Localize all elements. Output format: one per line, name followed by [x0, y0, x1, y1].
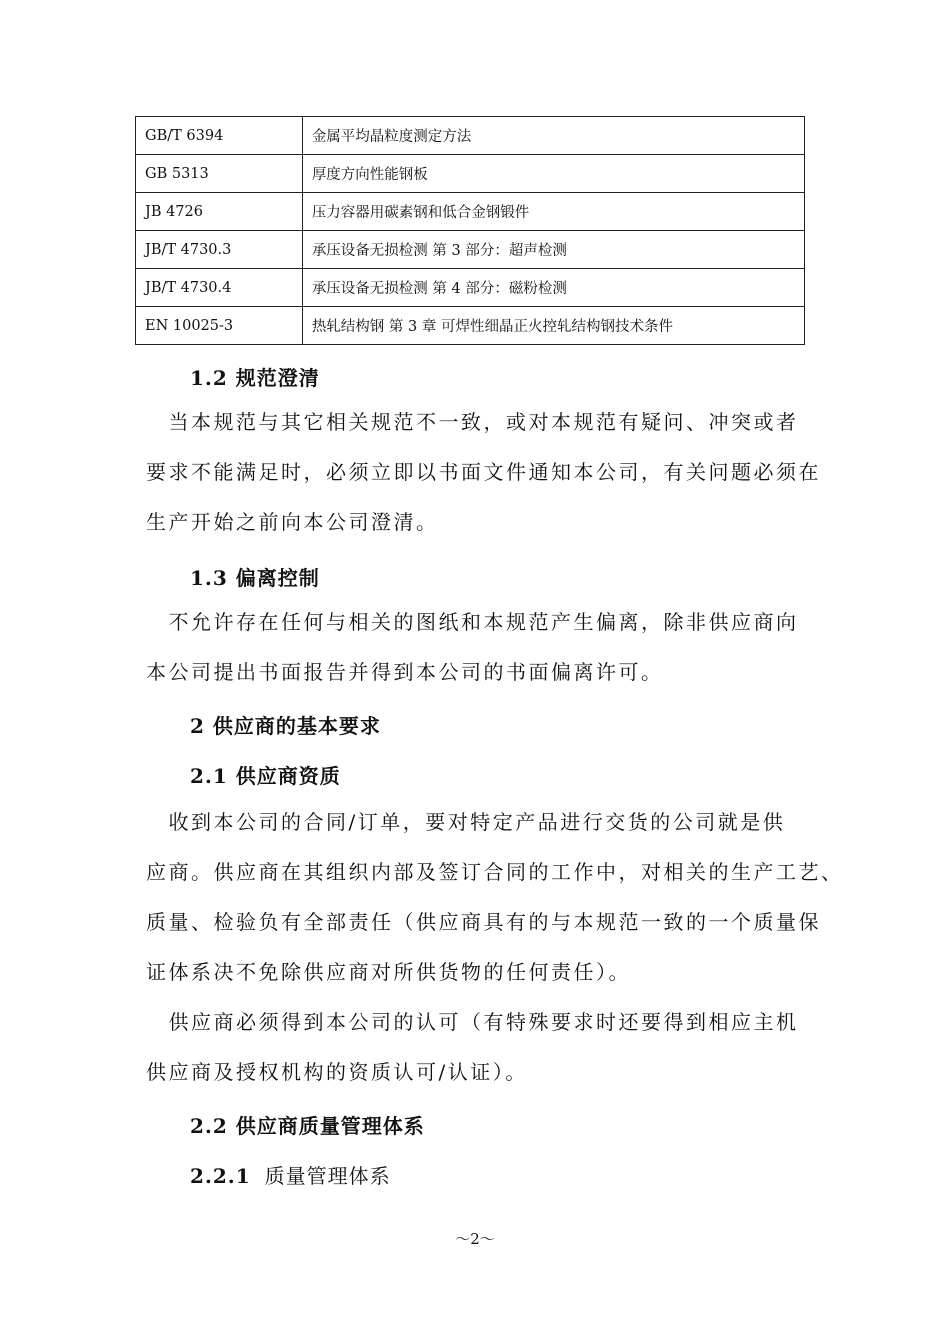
standard-name-cell: 承压设备无损检测 第 3 部分：超声检测	[302, 231, 804, 269]
paragraph-line: 当本规范与其它相关规范不一致，或对本规范有疑问、冲突或者	[146, 410, 799, 434]
standards-table	[135, 116, 805, 345]
section-1-2-heading: 1.2 规范澄清	[190, 366, 320, 390]
section-2-1-heading: 2.1 供应商资质	[190, 764, 341, 788]
standard-code-cell: EN 10025-3	[136, 307, 303, 345]
section-2-2-heading: 2.2 供应商质量管理体系	[190, 1114, 425, 1138]
paragraph-line: 要求不能满足时，必须立即以书面文件通知本公司，有关问题必须在	[146, 460, 821, 484]
standard-name-cell: 压力容器用碳素钢和低合金钢锻件	[302, 193, 804, 231]
standard-name-cell: 承压设备无损检测 第 4 部分：磁粉检测	[302, 269, 804, 307]
section-2-2-1-heading	[190, 1160, 391, 1189]
paragraph-line: 生产开始之前向本公司澄清。	[146, 510, 439, 534]
table-row	[136, 155, 805, 193]
paragraph-line: 收到本公司的合同/订单，要对特定产品进行交货的公司就是供	[146, 810, 786, 834]
paragraph-line: 供应商必须得到本公司的认可（有特殊要求时还要得到相应主机	[146, 1010, 799, 1034]
standard-code-cell: GB/T 6394	[136, 117, 303, 155]
paragraph-line: 质量、检验负有全部责任（供应商具有的与本规范一致的一个质量保	[146, 910, 821, 934]
paragraph-line: 本公司提出书面报告并得到本公司的书面偏离许可。	[146, 660, 664, 684]
standard-name-cell: 厚度方向性能钢板	[302, 155, 804, 193]
page-number: ～2～	[455, 1230, 495, 1248]
table-row	[136, 193, 805, 231]
table-row	[136, 231, 805, 269]
standard-name-cell: 热轧结构钢 第 3 章 可焊性细晶正火控轧结构钢技术条件	[302, 307, 804, 345]
section-1-2-paragraph	[146, 397, 821, 547]
table-row	[136, 117, 805, 155]
paragraph-line: 证体系决不免除供应商对所供货物的任何责任）。	[146, 960, 631, 984]
standard-code-cell: JB 4726	[136, 193, 303, 231]
standard-code-cell: JB/T 4730.3	[136, 231, 303, 269]
paragraph-line: 应商。供应商在其组织内部及签订合同的工作中，对相关的生产工艺、	[146, 860, 844, 884]
section-1-3-paragraph	[146, 597, 806, 697]
table-row	[136, 307, 805, 345]
standard-code-cell: JB/T 4730.4	[136, 269, 303, 307]
standard-name-cell: 金属平均晶粒度测定方法	[302, 117, 804, 155]
table-row	[136, 269, 805, 307]
standards-table-body	[136, 117, 805, 345]
section-2-2-1-number: 2.2.1	[190, 1164, 251, 1188]
section-2-2-1-title: 质量管理体系	[264, 1164, 391, 1188]
section-2-1-paragraph-1	[146, 797, 844, 997]
paragraph-line: 供应商及授权机构的资质认可/认证）。	[146, 1060, 528, 1084]
section-2-heading: 2 供应商的基本要求	[190, 714, 381, 738]
section-2-1-paragraph-2	[146, 997, 806, 1097]
standard-code-cell: GB 5313	[136, 155, 303, 193]
section-1-3-heading: 1.3 偏离控制	[190, 566, 320, 590]
paragraph-line: 不允许存在任何与相关的图纸和本规范产生偏离，除非供应商向	[146, 610, 799, 634]
